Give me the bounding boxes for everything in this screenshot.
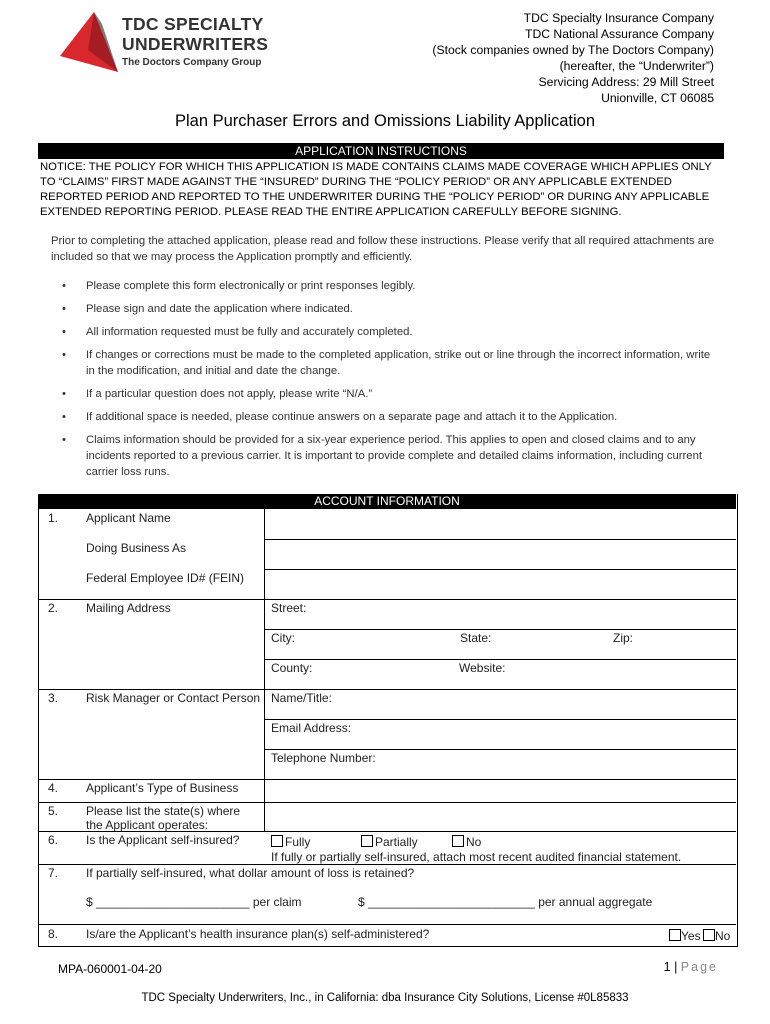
logo-line-2: UNDERWRITERS: [122, 34, 269, 54]
zip-field[interactable]: Zip:: [613, 631, 634, 645]
applicant-name-label: Applicant Name: [86, 511, 171, 525]
bullet-icon: •: [62, 326, 66, 338]
row-divider: [264, 719, 736, 720]
list-item-text: Claims information should be provided for a six-year experience period. This applies to open and closed claims and to any incidents reported to a previous carrier. It is important to provide complete and detailed claims information, including current carrier loss runs.: [86, 434, 702, 478]
checkbox-icon[interactable]: [361, 835, 373, 847]
list-item: [60, 301, 720, 317]
telephone-field[interactable]: Telephone Number:: [271, 751, 376, 765]
per-claim-field[interactable]: $ _______________________ per claim: [86, 895, 302, 909]
email-field[interactable]: Email Address:: [271, 721, 352, 735]
county-field[interactable]: County:: [271, 661, 313, 675]
list-item: [60, 409, 720, 425]
bullet-icon: •: [62, 280, 66, 292]
retained-loss-label: If partially self-insured, what dollar amount of loss is retained?: [86, 866, 415, 880]
checkbox-icon[interactable]: [669, 929, 681, 941]
no-option[interactable]: [452, 835, 481, 849]
row-divider: [38, 864, 736, 865]
list-item-text: Please complete this form electronically or print responses legibly.: [86, 280, 416, 292]
website-field[interactable]: Website:: [459, 661, 506, 675]
bullet-icon: •: [62, 411, 66, 423]
page-number: 1: [663, 960, 671, 974]
state-field[interactable]: State:: [460, 631, 492, 645]
yes-option[interactable]: [669, 929, 701, 943]
bullet-icon: •: [62, 388, 66, 400]
partially-option[interactable]: [361, 835, 418, 849]
account-information-header: ACCOUNT INFORMATION: [38, 494, 736, 509]
question-number: 3.: [48, 691, 59, 705]
question-number: 2.: [48, 601, 59, 615]
checkbox-icon[interactable]: [271, 835, 283, 847]
fein-field[interactable]: [266, 570, 734, 598]
yes-option-label: Yes: [681, 929, 701, 943]
list-item: [60, 386, 720, 402]
question-number: 1.: [48, 511, 59, 525]
contact-person-label: Risk Manager or Contact Person: [86, 691, 261, 705]
form-number: MPA-060001-04-20: [58, 962, 162, 976]
self-administered-label: Is/are the Applicant’s health insurance plan(s) self-administered?: [86, 927, 430, 941]
annual-aggregate-field[interactable]: $ _________________________ per annual aggregate: [358, 895, 653, 909]
no-option-label: No: [715, 929, 731, 943]
instructions-header: APPLICATION INSTRUCTIONS: [38, 143, 724, 159]
page-label: Page: [680, 960, 718, 974]
name-title-field[interactable]: Name/Title:: [271, 691, 332, 705]
business-type-label: Applicant’s Type of Business: [86, 781, 239, 795]
company-line: Unionville, CT 06085: [601, 91, 714, 105]
license-footer: TDC Specialty Underwriters, Inc., in California: dba Insurance City Solutions, License #0L85833: [141, 992, 629, 1004]
logo-line-3: The Doctors Company Group: [122, 57, 262, 68]
partially-option-label: Partially: [375, 835, 418, 849]
question-number: 5.: [48, 804, 59, 818]
fully-option-label: Fully: [285, 835, 311, 849]
row-divider: [264, 749, 736, 750]
bullet-icon: •: [62, 303, 66, 315]
row-divider: [264, 629, 736, 630]
list-item-text: If changes or corrections must be made to the completed application, strike out or line through the incorrect information, write in the modification, and initial and date the change.: [86, 349, 711, 377]
page-indicator: 1 | Page: [663, 960, 718, 974]
row-divider: [38, 599, 736, 600]
dba-field[interactable]: [266, 540, 734, 568]
checkbox-icon[interactable]: [452, 835, 464, 847]
fully-option[interactable]: [271, 835, 310, 849]
column-divider: [264, 509, 265, 831]
company-line: Servicing Address: 29 Mill Street: [538, 75, 714, 89]
list-item-text: All information requested must be fully and accurately completed.: [86, 326, 413, 338]
fein-label: Federal Employee ID# (FEIN): [86, 571, 245, 585]
applicant-name-field[interactable]: [266, 510, 734, 538]
document-title: Plan Purchaser Errors and Omissions Liability Application: [174, 112, 596, 130]
self-insured-note: If fully or partially self-insured, attach most recent audited financial statement.: [271, 850, 682, 864]
question-number: 7.: [48, 866, 59, 880]
list-item-text: Please sign and date the application where indicated.: [86, 303, 353, 315]
self-insured-label: Is the Applicant self-insured?: [86, 833, 240, 847]
company-line: (Stock companies owned by The Doctors Company): [432, 43, 714, 57]
company-address-block: [432, 10, 714, 106]
business-type-field[interactable]: [266, 780, 734, 801]
list-item-text: If a particular question does not apply, please write “N/A.”: [86, 388, 373, 400]
logo-line-1: TDC SPECIALTY: [122, 14, 264, 34]
tdc-triangle-logo-icon: [58, 10, 124, 72]
states-label-line1: Please list the state(s) where: [86, 804, 241, 818]
instructions-list: [60, 278, 720, 487]
list-item: [60, 324, 720, 340]
no-option[interactable]: [703, 929, 730, 943]
question-number: 8.: [48, 927, 59, 941]
states-label-line2: the Applicant operates:: [86, 818, 209, 832]
company-logo: [58, 10, 288, 72]
bullet-icon: •: [62, 349, 66, 361]
company-line: (hereafter, the “Underwriter”): [559, 59, 714, 73]
mailing-address-label: Mailing Address: [86, 601, 171, 615]
company-line: TDC Specialty Insurance Company: [523, 11, 714, 25]
question-number: 6.: [48, 833, 59, 847]
list-item-text: If additional space is needed, please continue answers on a separate page and attach it to the Application.: [86, 411, 618, 423]
states-field[interactable]: [266, 803, 734, 830]
company-line: TDC National Assurance Company: [525, 27, 714, 41]
claims-made-notice: NOTICE: THE POLICY FOR WHICH THIS APPLICATION IS MADE CONTAINS CLAIMS MADE COVERAGE WHICH APPLIES ONLY TO “CLAIMS” FIRST MADE AGAINST THE “INSURED” DURING THE “POLICY PERIOD” OR ANY APPLICABLE EXTENDED REPORTED PERIOD AND REPORTED TO THE UNDERWRITER DURING THE “POLICY PERIOD” OR DURING ANY APPLICABLE EXTENDED REPORTING PERIOD. PLEASE READ THE ENTIRE APPLICATION CAREFULLY BEFORE SIGNING.: [40, 161, 712, 218]
question-number: 4.: [48, 781, 59, 795]
row-divider: [38, 689, 736, 690]
dba-label: Doing Business As: [86, 541, 187, 555]
instructions-intro: Prior to completing the attached application, please read and follow these instructions. Please verify that all required attachments are included so that we may process the Application promptly and efficiently.: [51, 235, 715, 263]
checkbox-icon[interactable]: [703, 929, 715, 941]
bullet-icon: •: [62, 434, 66, 446]
list-item: [60, 278, 720, 294]
row-divider: [264, 659, 736, 660]
list-item: [60, 347, 720, 379]
row-divider: [38, 924, 736, 925]
list-item: [60, 432, 720, 480]
street-field[interactable]: Street:: [271, 601, 307, 615]
no-option-label: No: [466, 835, 482, 849]
city-field[interactable]: City:: [271, 631, 295, 645]
